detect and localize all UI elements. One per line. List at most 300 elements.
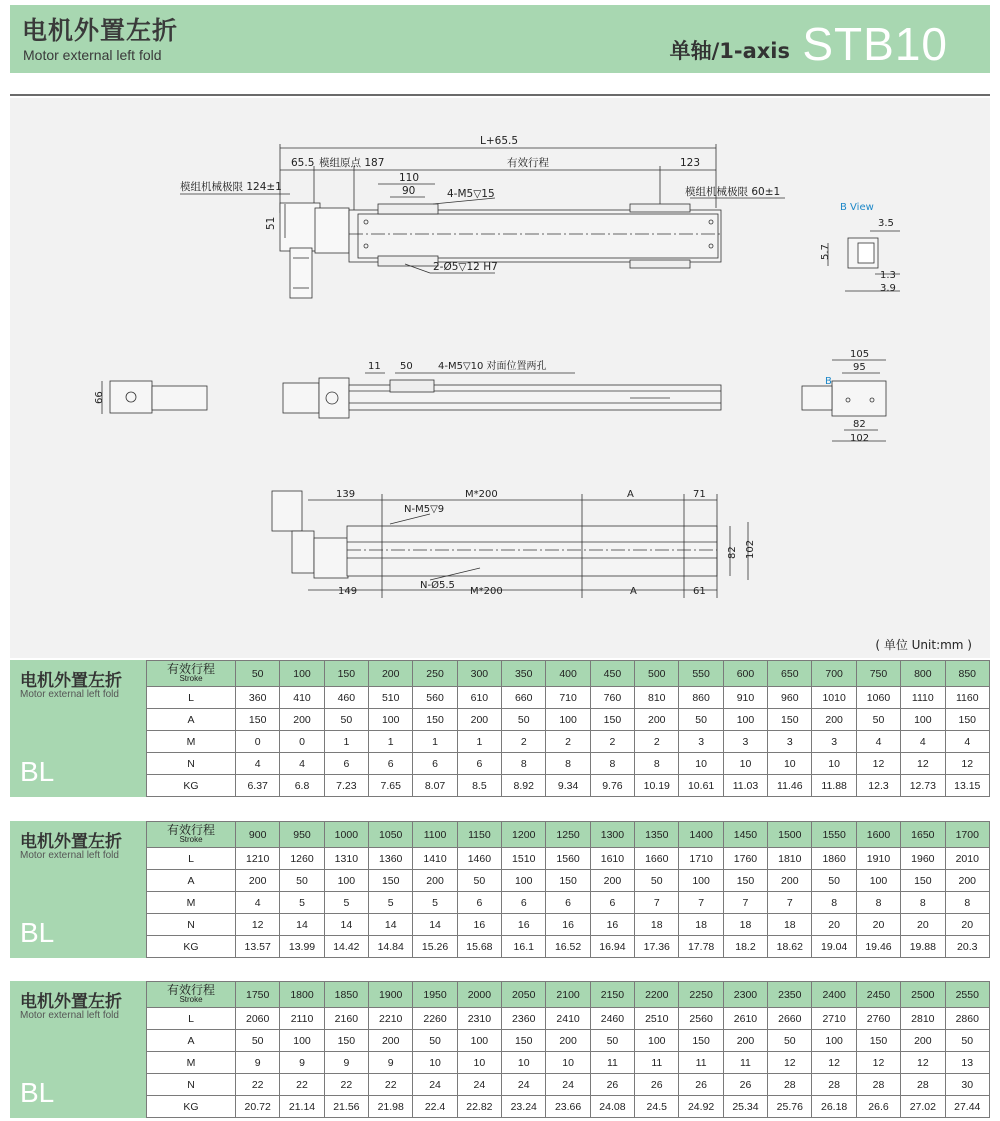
table-cell: 1010 <box>812 687 856 709</box>
stroke-value: 1500 <box>768 822 812 848</box>
stroke-value: 150 <box>324 661 368 687</box>
table-cell: 20 <box>945 914 990 936</box>
table-cell: 10 <box>546 1052 590 1074</box>
table-cell: 27.02 <box>901 1096 945 1118</box>
table-title-panel <box>10 660 146 797</box>
table-cell: 4 <box>856 731 900 753</box>
table-cell: 23.66 <box>546 1096 590 1118</box>
stroke-header <box>147 822 236 848</box>
table-cell: 18 <box>768 914 812 936</box>
table-cell: 12.3 <box>856 775 900 797</box>
table-cell: 28 <box>812 1074 856 1096</box>
stroke-value: 650 <box>768 661 812 687</box>
divider <box>10 94 990 96</box>
table-cell: 6 <box>457 753 501 775</box>
table-cell: 1610 <box>590 848 634 870</box>
table-cell: 2860 <box>945 1008 990 1030</box>
table-row <box>147 1052 990 1074</box>
table-row <box>147 914 990 936</box>
row-label: A <box>147 1030 236 1052</box>
table-cell: 3 <box>723 731 767 753</box>
stroke-value: 2100 <box>546 982 590 1008</box>
table-cell: 200 <box>369 1030 413 1052</box>
table-cell: 28 <box>768 1074 812 1096</box>
table-row <box>147 870 990 892</box>
dim-149: 149 <box>338 586 358 597</box>
table-cell: 5 <box>280 892 324 914</box>
table-cell: 13 <box>945 1052 990 1074</box>
table-row <box>147 775 990 797</box>
table-cell: 4 <box>280 753 324 775</box>
table-cell: 11 <box>590 1052 634 1074</box>
stroke-value: 1050 <box>369 822 413 848</box>
table-cell: 200 <box>457 709 501 731</box>
table-cell: 18 <box>679 914 723 936</box>
table-cell: 6 <box>457 892 501 914</box>
spec-table <box>146 981 990 1118</box>
table-cell: 50 <box>280 870 324 892</box>
b-view-title: B View <box>840 202 874 213</box>
table-cell: 1760 <box>723 848 767 870</box>
table-title-panel <box>10 981 146 1118</box>
table-code: BL <box>20 917 55 948</box>
table-cell: 4 <box>901 731 945 753</box>
dim-51: 51 <box>265 216 277 230</box>
title-banner <box>10 5 990 73</box>
stroke-value: 600 <box>723 661 767 687</box>
stroke-value: 1150 <box>457 822 501 848</box>
table-cell: 1210 <box>236 848 280 870</box>
dim-110: 110 <box>399 172 420 184</box>
stroke-header-cn: 有效行程 <box>166 822 215 837</box>
stroke-value: 750 <box>856 661 900 687</box>
dim-65-5: 65.5 <box>291 157 315 169</box>
stroke-value: 2550 <box>945 982 990 1008</box>
table-cell: 8 <box>546 753 590 775</box>
table-cell: 10.61 <box>679 775 723 797</box>
table-cell: 11 <box>679 1052 723 1074</box>
table-cell: 2210 <box>369 1008 413 1030</box>
table-cell: 28 <box>856 1074 900 1096</box>
table-cell: 2360 <box>502 1008 546 1030</box>
stroke-value: 1550 <box>812 822 856 848</box>
row-label: N <box>147 1074 236 1096</box>
row-label: M <box>147 1052 236 1074</box>
table-cell: 9 <box>280 1052 324 1074</box>
stroke-value: 100 <box>280 661 324 687</box>
dim-71: 71 <box>693 489 706 500</box>
dim-m200-bottom: M*200 <box>470 586 503 597</box>
table-cell: 21.98 <box>369 1096 413 1118</box>
technical-drawing <box>10 98 990 658</box>
table-cell: 150 <box>679 1030 723 1052</box>
stroke-value: 1700 <box>945 822 990 848</box>
stroke-value: 2200 <box>635 982 679 1008</box>
table-cell: 50 <box>856 709 900 731</box>
table-cell: 150 <box>369 870 413 892</box>
table-cell: 1 <box>324 731 368 753</box>
stroke-value: 850 <box>945 661 990 687</box>
table-cell: 8 <box>590 753 634 775</box>
stroke-header-en: Stroke <box>179 834 203 844</box>
table-cell: 18 <box>723 914 767 936</box>
table-cell: 11 <box>635 1052 679 1074</box>
table-cell: 22 <box>324 1074 368 1096</box>
table-cell: 28 <box>901 1074 945 1096</box>
table-cell: 24 <box>457 1074 501 1096</box>
table-cell: 100 <box>723 709 767 731</box>
table-cell: 200 <box>723 1030 767 1052</box>
stroke-value: 2400 <box>812 982 856 1008</box>
table-cell: 9.76 <box>590 775 634 797</box>
dim-origin: 模组原点 187 <box>319 157 385 169</box>
unit-note: ( 单位 Unit:mm ) <box>875 638 972 652</box>
stroke-header <box>147 661 236 687</box>
table-cell: 150 <box>768 709 812 731</box>
table-cell: 150 <box>546 870 590 892</box>
table-cell: 26 <box>635 1074 679 1096</box>
table-cell: 8 <box>502 753 546 775</box>
table-cell: 6 <box>546 892 590 914</box>
stroke-value: 450 <box>590 661 634 687</box>
b-view <box>828 231 900 291</box>
table-cell: 200 <box>413 870 457 892</box>
stroke-value: 2250 <box>679 982 723 1008</box>
table-cell: 200 <box>635 709 679 731</box>
table-cell: 14.84 <box>369 936 413 958</box>
stroke-value: 2300 <box>723 982 767 1008</box>
table-cell: 10 <box>679 753 723 775</box>
table-cell: 6 <box>324 753 368 775</box>
dim-stroke: 有效行程 <box>507 157 549 169</box>
table-cell: 8.92 <box>502 775 546 797</box>
stroke-value: 1100 <box>413 822 457 848</box>
table-cell: 9 <box>369 1052 413 1074</box>
table-cell: 11.03 <box>723 775 767 797</box>
table-cell: 16 <box>502 914 546 936</box>
table-cell: 4 <box>236 753 280 775</box>
table-cell: 100 <box>324 870 368 892</box>
table-cell: 150 <box>901 870 945 892</box>
table-cell: 24.5 <box>635 1096 679 1118</box>
dim-nm5: N-M5▽9 <box>404 504 445 515</box>
stroke-value: 2150 <box>590 982 634 1008</box>
table-cell: 10 <box>812 753 856 775</box>
table-cell: 24 <box>502 1074 546 1096</box>
table-cell: 14.42 <box>324 936 368 958</box>
table-cell: 100 <box>502 870 546 892</box>
table-cell: 50 <box>236 1030 280 1052</box>
table-cell: 1860 <box>812 848 856 870</box>
table-cell: 25.34 <box>723 1096 767 1118</box>
table-cell: 22.82 <box>457 1096 501 1118</box>
table-cell: 13.57 <box>236 936 280 958</box>
table-cell: 7 <box>768 892 812 914</box>
table-cell: 100 <box>369 709 413 731</box>
table-cell: 11.46 <box>768 775 812 797</box>
table-cell: 12.73 <box>901 775 945 797</box>
table-cell: 2460 <box>590 1008 634 1030</box>
table-cell: 20.3 <box>945 936 990 958</box>
table-cell: 460 <box>324 687 368 709</box>
table-cell: 9.34 <box>546 775 590 797</box>
table-cell: 200 <box>590 870 634 892</box>
table-cell: 2310 <box>457 1008 501 1030</box>
page-title-en: Motor external left fold <box>23 47 162 63</box>
label-b: B <box>825 376 832 387</box>
bottom-view <box>272 491 748 598</box>
table-cell: 1 <box>413 731 457 753</box>
stroke-value: 1250 <box>546 822 590 848</box>
row-label: KG <box>147 1096 236 1118</box>
stroke-value: 2050 <box>502 982 546 1008</box>
row-label: N <box>147 914 236 936</box>
table-cell: 11.88 <box>812 775 856 797</box>
table-cell: 2 <box>635 731 679 753</box>
table-cell: 6 <box>369 753 413 775</box>
table-cell: 5 <box>369 892 413 914</box>
table-cell: 660 <box>502 687 546 709</box>
page-title-cn: 电机外置左折 <box>22 16 179 45</box>
table-cell: 410 <box>280 687 324 709</box>
stroke-value: 1650 <box>901 822 945 848</box>
table-cell: 200 <box>945 870 990 892</box>
row-label: L <box>147 1008 236 1030</box>
table-cell: 19.46 <box>856 936 900 958</box>
table-row <box>147 936 990 958</box>
table-cell: 1310 <box>324 848 368 870</box>
table-cell: 18 <box>635 914 679 936</box>
row-label: KG <box>147 775 236 797</box>
stroke-value: 1950 <box>413 982 457 1008</box>
table-cell: 200 <box>901 1030 945 1052</box>
table-title-en: Motor external left fold <box>20 850 119 861</box>
table-cell: 50 <box>324 709 368 731</box>
stroke-header-cn: 有效行程 <box>166 982 215 997</box>
table-cell: 710 <box>546 687 590 709</box>
table-cell: 2110 <box>280 1008 324 1030</box>
table-cell: 200 <box>236 870 280 892</box>
spec-table <box>146 660 990 797</box>
table-code: BL <box>20 756 55 787</box>
table-cell: 2760 <box>856 1008 900 1030</box>
stroke-value: 200 <box>369 661 413 687</box>
stroke-header-cn: 有效行程 <box>166 661 215 676</box>
table-cell: 10.19 <box>635 775 679 797</box>
table-cell: 1360 <box>369 848 413 870</box>
table-cell: 360 <box>236 687 280 709</box>
table-cell: 10 <box>723 753 767 775</box>
table-cell: 24 <box>546 1074 590 1096</box>
stroke-header-en: Stroke <box>179 673 203 683</box>
table-cell: 860 <box>679 687 723 709</box>
table-cell: 2560 <box>679 1008 723 1030</box>
stroke-value: 50 <box>236 661 280 687</box>
table-title-cn: 电机外置左折 <box>20 832 122 852</box>
table-cell: 7 <box>635 892 679 914</box>
table-cell: 10 <box>457 1052 501 1074</box>
table-cell: 1810 <box>768 848 812 870</box>
table-cell: 14 <box>369 914 413 936</box>
table-row <box>147 1030 990 1052</box>
stroke-value: 2000 <box>457 982 501 1008</box>
table-cell: 50 <box>502 709 546 731</box>
table-cell: 0 <box>280 731 324 753</box>
table-cell: 8 <box>812 892 856 914</box>
table-cell: 2 <box>546 731 590 753</box>
dim-3-9: 3.9 <box>880 283 896 294</box>
table-cell: 2660 <box>768 1008 812 1030</box>
table-cell: 8.07 <box>413 775 457 797</box>
table-row <box>147 848 990 870</box>
table-cell: 17.78 <box>679 936 723 958</box>
stroke-value: 400 <box>546 661 590 687</box>
table-cell: 2060 <box>236 1008 280 1030</box>
table-cell: 50 <box>635 870 679 892</box>
stroke-value: 1850 <box>324 982 368 1008</box>
table-header-row <box>147 661 990 687</box>
row-label: M <box>147 731 236 753</box>
table-header-row <box>147 822 990 848</box>
table-cell: 1 <box>369 731 413 753</box>
table-cell: 17.36 <box>635 936 679 958</box>
table-cell: 8 <box>856 892 900 914</box>
table-title-cn: 电机外置左折 <box>20 992 122 1012</box>
table-cell: 100 <box>546 709 590 731</box>
table-cell: 7 <box>723 892 767 914</box>
dim-limit-left: 模组机械极限 124±1 <box>180 181 282 193</box>
table-cell: 12 <box>856 1052 900 1074</box>
table-cell: 100 <box>679 870 723 892</box>
table-cell: 100 <box>856 870 900 892</box>
table-cell: 6 <box>413 753 457 775</box>
table-cell: 2 <box>502 731 546 753</box>
stroke-value: 2450 <box>856 982 900 1008</box>
dim-95: 95 <box>853 362 866 373</box>
table-cell: 2010 <box>945 848 990 870</box>
table-cell: 16 <box>457 914 501 936</box>
table-cell: 150 <box>590 709 634 731</box>
table-cell: 12 <box>236 914 280 936</box>
table-cell: 13.15 <box>945 775 990 797</box>
table-cell: 26 <box>590 1074 634 1096</box>
table-cell: 14 <box>324 914 368 936</box>
dim-50: 50 <box>400 361 413 372</box>
table-cell: 2410 <box>546 1008 590 1030</box>
table-cell: 22 <box>369 1074 413 1096</box>
side-view <box>102 373 721 418</box>
dim-a-top: A <box>627 489 634 500</box>
table-cell: 2 <box>590 731 634 753</box>
table-cell: 150 <box>236 709 280 731</box>
table-cell: 19.04 <box>812 936 856 958</box>
dim-82-v: 82 <box>727 546 738 559</box>
table-cell: 10 <box>413 1052 457 1074</box>
stroke-value: 300 <box>457 661 501 687</box>
table-cell: 16.52 <box>546 936 590 958</box>
table-cell: 7.23 <box>324 775 368 797</box>
table-cell: 960 <box>768 687 812 709</box>
table-cell: 18.62 <box>768 936 812 958</box>
table-cell: 200 <box>546 1030 590 1052</box>
table-cell: 100 <box>901 709 945 731</box>
table-cell: 13.99 <box>280 936 324 958</box>
dim-90: 90 <box>402 185 416 197</box>
table-cell: 10 <box>768 753 812 775</box>
table-cell: 100 <box>280 1030 324 1052</box>
table-cell: 2160 <box>324 1008 368 1030</box>
table-cell: 1510 <box>502 848 546 870</box>
dim-1-3: 1.3 <box>880 270 896 281</box>
table-cell: 1910 <box>856 848 900 870</box>
dim-11: 11 <box>368 361 381 372</box>
table-cell: 50 <box>768 1030 812 1052</box>
row-label: A <box>147 709 236 731</box>
table-row <box>147 1008 990 1030</box>
table-cell: 7.65 <box>369 775 413 797</box>
table-cell: 12 <box>856 753 900 775</box>
spec-table-block <box>10 660 990 797</box>
table-cell: 1710 <box>679 848 723 870</box>
dim-102-v: 102 <box>745 539 756 559</box>
table-row <box>147 1074 990 1096</box>
stroke-value: 250 <box>413 661 457 687</box>
table-cell: 200 <box>768 870 812 892</box>
table-cell: 5 <box>413 892 457 914</box>
drawing-svg <box>10 98 990 658</box>
row-label: N <box>147 753 236 775</box>
table-title-en: Motor external left fold <box>20 1010 119 1021</box>
table-cell: 560 <box>413 687 457 709</box>
table-cell: 20 <box>856 914 900 936</box>
table-cell: 510 <box>369 687 413 709</box>
table-cell: 6 <box>502 892 546 914</box>
stroke-value: 2350 <box>768 982 812 1008</box>
table-cell: 25.76 <box>768 1096 812 1118</box>
table-cell: 12 <box>901 753 945 775</box>
dim-105: 105 <box>850 349 870 360</box>
table-cell: 2610 <box>723 1008 767 1030</box>
table-cell: 3 <box>768 731 812 753</box>
table-cell: 1560 <box>546 848 590 870</box>
row-label: M <box>147 892 236 914</box>
table-cell: 20 <box>812 914 856 936</box>
table-cell: 1060 <box>856 687 900 709</box>
table-cell: 24 <box>413 1074 457 1096</box>
table-cell: 21.14 <box>280 1096 324 1118</box>
dim-m200-top: M*200 <box>465 489 498 500</box>
dim-limit-right: 模组机械极限 60±1 <box>685 186 781 198</box>
table-cell: 1660 <box>635 848 679 870</box>
table-cell: 2810 <box>901 1008 945 1030</box>
stroke-value: 1600 <box>856 822 900 848</box>
stroke-value: 1200 <box>502 822 546 848</box>
table-row <box>147 753 990 775</box>
dim-a-bottom: A <box>630 586 637 597</box>
stroke-value: 1000 <box>324 822 368 848</box>
dim-pin: 2-Ø5▽12 H7 <box>433 261 498 273</box>
table-code: BL <box>20 1077 55 1108</box>
dim-m5-15: 4-M5▽15 <box>447 188 495 200</box>
table-cell: 810 <box>635 687 679 709</box>
table-row <box>147 709 990 731</box>
table-row <box>147 892 990 914</box>
table-cell: 23.24 <box>502 1096 546 1118</box>
table-cell: 6.8 <box>280 775 324 797</box>
table-cell: 15.26 <box>413 936 457 958</box>
table-cell: 50 <box>679 709 723 731</box>
stroke-value: 700 <box>812 661 856 687</box>
